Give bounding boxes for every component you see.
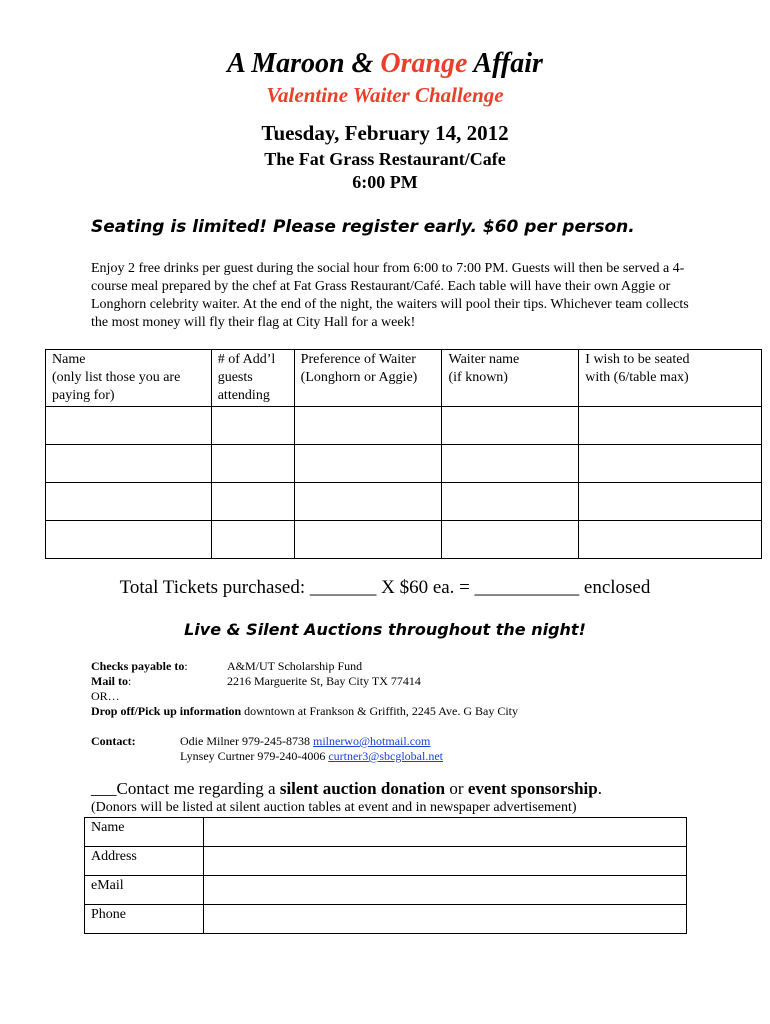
- entry-cell-guests[interactable]: [211, 521, 294, 559]
- entry-cell-seated-with[interactable]: [579, 407, 762, 445]
- header-line: Preference of Waiter: [300, 352, 416, 367]
- entry-cell-preference[interactable]: [294, 407, 442, 445]
- email-link-2[interactable]: curtner3@sbcglobal.net: [328, 749, 443, 763]
- header-line: (if known): [448, 370, 508, 385]
- entry-cell-preference[interactable]: [294, 521, 442, 559]
- registration-entry-row: [46, 521, 762, 559]
- info-field-name[interactable]: [204, 818, 687, 847]
- header-line: Waiter name: [448, 352, 520, 367]
- mail-to-label: [91, 674, 131, 689]
- total-tickets-line: Total Tickets purchased: _______ X $60 ea. = ___________ enclosed: [119, 577, 651, 598]
- entry-cell-name[interactable]: [46, 521, 212, 559]
- entry-cell-waiter-name[interactable]: [442, 407, 579, 445]
- info-label-phone: Phone: [85, 905, 204, 934]
- or-text: OR…: [91, 689, 120, 703]
- sponsorship-donation: silent auction donation: [279, 779, 446, 798]
- title-orange-word: Orange: [380, 48, 468, 79]
- header-cell-guests: [211, 350, 294, 407]
- header-line: paying for): [52, 388, 115, 403]
- entry-cell-waiter-name[interactable]: [442, 521, 579, 559]
- registration-header-row: [46, 350, 762, 407]
- dropoff-label: Drop off/Pick up information: [91, 704, 242, 718]
- entry-cell-name[interactable]: [46, 445, 212, 483]
- entry-cell-seated-with[interactable]: [579, 521, 762, 559]
- contact-name-1: Odie Milner 979-245-8738: [180, 734, 313, 748]
- checks-colon: :: [184, 659, 188, 673]
- info-label-address: Address: [85, 847, 204, 876]
- header-line: guests: [217, 370, 253, 385]
- entry-cell-waiter-name[interactable]: [442, 445, 579, 483]
- header-line: Name: [52, 352, 86, 367]
- title-part2: Affair: [467, 48, 543, 79]
- contact-person-1: [180, 734, 430, 749]
- mail-label: Mail to: [91, 674, 128, 688]
- entry-cell-waiter-name[interactable]: [442, 483, 579, 521]
- checks-payable-value: A&M/UT Scholarship Fund: [227, 659, 363, 673]
- info-row: [85, 905, 687, 934]
- entry-cell-name[interactable]: [46, 407, 212, 445]
- header-line: attending: [217, 388, 270, 403]
- header-cell-seated-with: [579, 350, 762, 407]
- auctions-notice: Live & Silent Auctions throughout the night!: [184, 620, 586, 639]
- checks-label: Checks payable to: [91, 659, 185, 673]
- event-date: Tuesday, February 14, 2012: [261, 121, 509, 145]
- contact-info-table: [84, 817, 687, 934]
- registration-table: [45, 349, 762, 559]
- entry-cell-guests[interactable]: [211, 407, 294, 445]
- header-line: (Longhorn or Aggie): [300, 370, 418, 385]
- event-time: 6:00 PM: [352, 172, 418, 192]
- header-cell-waiter-name: [442, 350, 579, 407]
- sponsorship-prefix: ___Contact me regarding a: [91, 779, 280, 798]
- info-row: [85, 876, 687, 905]
- checks-payable-label: [91, 659, 188, 674]
- info-row: [85, 818, 687, 847]
- event-title: [0, 47, 770, 81]
- title-part1: A Maroon &: [227, 48, 381, 79]
- header-line: I wish to be seated: [585, 352, 690, 367]
- entry-cell-guests[interactable]: [211, 483, 294, 521]
- header-line: with (6/table max): [585, 370, 689, 385]
- contact-name-2: Lynsey Curtner 979-240-4006: [180, 749, 329, 763]
- sponsorship-suffix: .: [597, 779, 602, 798]
- registration-entry-row: [46, 483, 762, 521]
- entry-cell-name[interactable]: [46, 483, 212, 521]
- entry-cell-seated-with[interactable]: [579, 483, 762, 521]
- entry-cell-guests[interactable]: [211, 445, 294, 483]
- header-line: # of Add’l: [217, 352, 276, 367]
- donors-note: (Donors will be listed at silent auction tables at event and in newspaper advertisement): [91, 800, 577, 815]
- header-line: (only list those you are: [52, 370, 181, 385]
- seating-notice: Seating is limited! Please register early. $60 per person.: [91, 217, 635, 237]
- dropoff-value: downtown at Frankson & Griffith, 2245 Ave. G Bay City: [241, 704, 518, 718]
- contact-person-2: [180, 749, 443, 764]
- registration-entry-row: [46, 445, 762, 483]
- event-venue: The Fat Grass Restaurant/Cafe: [264, 149, 506, 169]
- info-row: [85, 847, 687, 876]
- contact-label: Contact:: [91, 734, 136, 748]
- info-field-phone[interactable]: [204, 905, 687, 934]
- mail-colon: :: [128, 674, 132, 688]
- sponsorship-event: event sponsorship: [467, 779, 598, 798]
- registration-entry-row: [46, 407, 762, 445]
- info-label-email: eMail: [85, 876, 204, 905]
- info-label-name: Name: [85, 818, 204, 847]
- entry-cell-preference[interactable]: [294, 445, 442, 483]
- entry-cell-preference[interactable]: [294, 483, 442, 521]
- entry-cell-seated-with[interactable]: [579, 445, 762, 483]
- email-link-1[interactable]: milnerwo@hotmail.com: [312, 734, 431, 748]
- info-field-address[interactable]: [204, 847, 687, 876]
- sponsorship-mid: or: [445, 779, 468, 798]
- event-subtitle: Valentine Waiter Challenge: [266, 83, 504, 107]
- dropoff-line: [91, 704, 518, 719]
- header-cell-preference: [294, 350, 442, 407]
- intro-paragraph: Enjoy 2 free drinks per guest during the social hour from 6:00 to 7:00 PM. Guests will then be served a 4-course meal prepared by the chef at Fat Grass Restaurant/Café. Each table will have their own Aggie or Longhorn celebrity waiter. At the end of the night, the waiters will pool their tips. Whichever team collects the most money will fly their flag at City Hall for a week!: [91, 261, 689, 330]
- sponsorship-line: [91, 778, 602, 800]
- info-field-email[interactable]: [204, 876, 687, 905]
- header-cell-name: [46, 350, 212, 407]
- mail-to-value: 2216 Marguerite St, Bay City TX 77414: [227, 674, 421, 688]
